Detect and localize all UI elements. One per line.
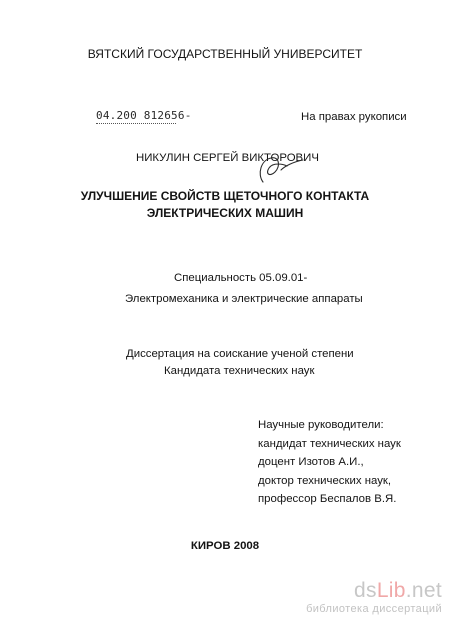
dslib-watermark [306,580,442,616]
advisors-heading: Научные руководители: [258,419,384,431]
author-name: НИКУЛИН СЕРГЕЙ ВИКТОРОВИЧ [136,152,319,164]
watermark-logo-main: Lib [376,579,406,602]
watermark-logo-suffix: .net [405,579,442,602]
specialty-code: Специальность 05.09.01- [174,272,308,284]
rights-note: На правах рукописи [301,111,407,123]
degree-name: Кандидата технических наук [164,365,315,377]
library-stamp-number: 04.200 812656- [96,109,192,122]
stamp-underline [96,123,176,124]
advisor-1-name: доцент Изотов А.И., [258,456,364,468]
specialty-name: Электромеханика и электрические аппараты [125,293,363,305]
advisor-2-degree: доктор технических наук, [258,475,392,487]
university-name: ВЯТСКИЙ ГОСУДАРСТВЕННЫЙ УНИВЕРСИТЕТ [87,47,363,61]
dissertation-title-line-1: УЛУЧШЕНИЕ СВОЙСТВ ЩЕТОЧНОГО КОНТАКТА [80,189,370,203]
watermark-logo-prefix: ds [354,579,377,602]
handwritten-signature-icon [255,152,307,186]
watermark-subtitle: библиотека диссертаций [306,603,442,615]
advisor-2-name: профессор Беспалов В.Я. [258,493,397,505]
advisor-1-degree: кандидат технических наук [258,438,401,450]
dissertation-title-line-2: ЭЛЕКТРИЧЕСКИХ МАШИН [146,206,304,220]
watermark-logo [306,580,442,602]
city-and-year: КИРОВ 2008 [190,540,260,552]
degree-statement: Диссертация на соискание ученой степени [126,348,354,360]
